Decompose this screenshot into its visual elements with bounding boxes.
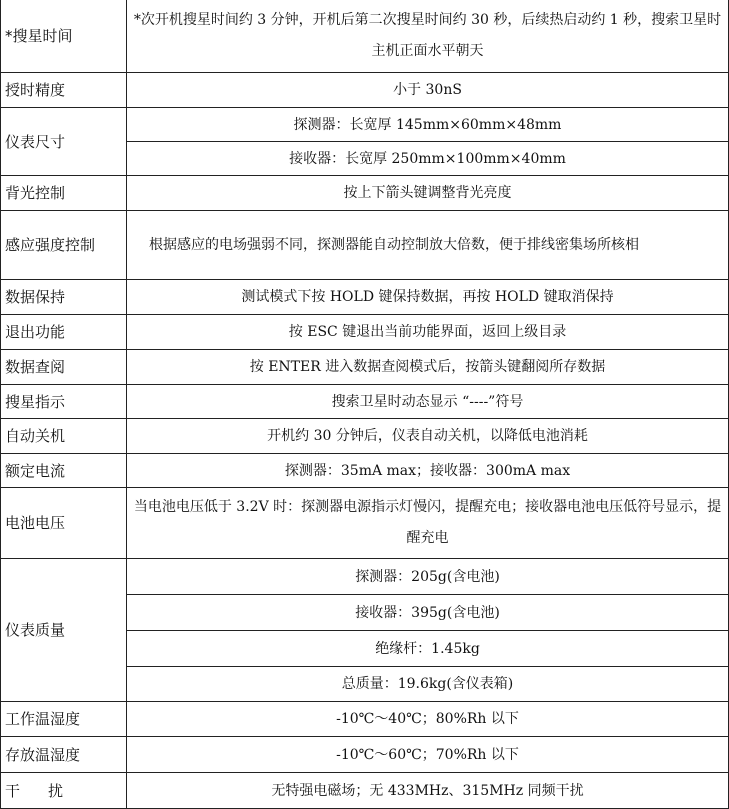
row-value: 按 ENTER 进入数据查阅模式后，按箭头键翻阅所存数据: [127, 350, 729, 385]
table-row: [1, 385, 729, 419]
table-row: [1, 211, 729, 280]
row-label: 数据保持: [1, 280, 127, 315]
row-label: 搜星指示: [1, 385, 127, 419]
table-row: [1, 280, 729, 315]
row-label: 授时精度: [1, 73, 127, 108]
row-value: -10℃～40℃；80%Rh 以下: [127, 702, 729, 737]
row-label: 额定电流: [1, 454, 127, 488]
row-label: 工作温湿度: [1, 702, 127, 737]
row-value: 测试模式下按 HOLD 键保持数据，再按 HOLD 键取消保持: [127, 280, 729, 315]
row-value: 探测器：35mA max；接收器：300mA max: [127, 454, 729, 488]
row-label: 仪表尺寸: [1, 108, 127, 176]
row-value: 按 ESC 键退出当前功能界面，返回上级目录: [127, 315, 729, 350]
row-value: 无特强电磁场；无 433MHz、315MHz 同频干扰: [127, 773, 729, 809]
row-value: 接收器：395g(含电池): [127, 595, 729, 631]
table-row: [1, 488, 729, 559]
row-value: 根据感应的电场强弱不同，探测器能自动控制放大倍数，便于排线密集场所核相: [127, 211, 729, 280]
row-label: 数据查阅: [1, 350, 127, 385]
row-value: 当电池电压低于 3.2V 时：探测器电源指示灯慢闪，提醒充电；接收器电池电压低符号显示，提醒充电: [127, 488, 729, 559]
table-row: [1, 454, 729, 488]
row-value: -10℃～60℃；70%Rh 以下: [127, 737, 729, 773]
row-value: 开机约 30 分钟后，仪表自动关机，以降低电池消耗: [127, 419, 729, 454]
row-label: 感应强度控制: [1, 211, 127, 280]
table-row: [1, 0, 729, 73]
row-value: 绝缘杆：1.45kg: [127, 631, 729, 667]
table-row: [1, 350, 729, 385]
table-row: [1, 108, 729, 142]
row-label: 退出功能: [1, 315, 127, 350]
row-label: 仪表质量: [1, 559, 127, 702]
row-value: 接收器：长宽厚 250mm×100mm×40mm: [127, 142, 729, 176]
table-row: [1, 737, 729, 773]
row-value: 按上下箭头键调整背光亮度: [127, 176, 729, 211]
row-label: [1, 773, 127, 809]
table-row: [1, 773, 729, 809]
row-label: 背光控制: [1, 176, 127, 211]
table-row: [1, 73, 729, 108]
row-value: 总质量：19.6kg(含仪表箱): [127, 667, 729, 702]
table-row: [1, 702, 729, 737]
row-label: 自动关机: [1, 419, 127, 454]
row-label-text: 干扰: [5, 781, 92, 800]
row-label: *搜星时间: [1, 0, 127, 73]
row-value: 探测器：长宽厚 145mm×60mm×48mm: [127, 108, 729, 142]
row-value: 探测器：205g(含电池): [127, 559, 729, 595]
table-row: [1, 315, 729, 350]
row-value: 小于 30nS: [127, 73, 729, 108]
row-value: 搜索卫星时动态显示 “----”符号: [127, 385, 729, 419]
row-label: 存放温湿度: [1, 737, 127, 773]
row-label: 电池电压: [1, 488, 127, 559]
table-row: [1, 419, 729, 454]
table-row: [1, 559, 729, 595]
row-value: *次开机搜星时间约 3 分钟，开机后第二次搜星时间约 30 秒，后续热启动约 1 秒，搜索卫星时主机正面水平朝天: [127, 0, 729, 73]
table-row: [1, 176, 729, 211]
